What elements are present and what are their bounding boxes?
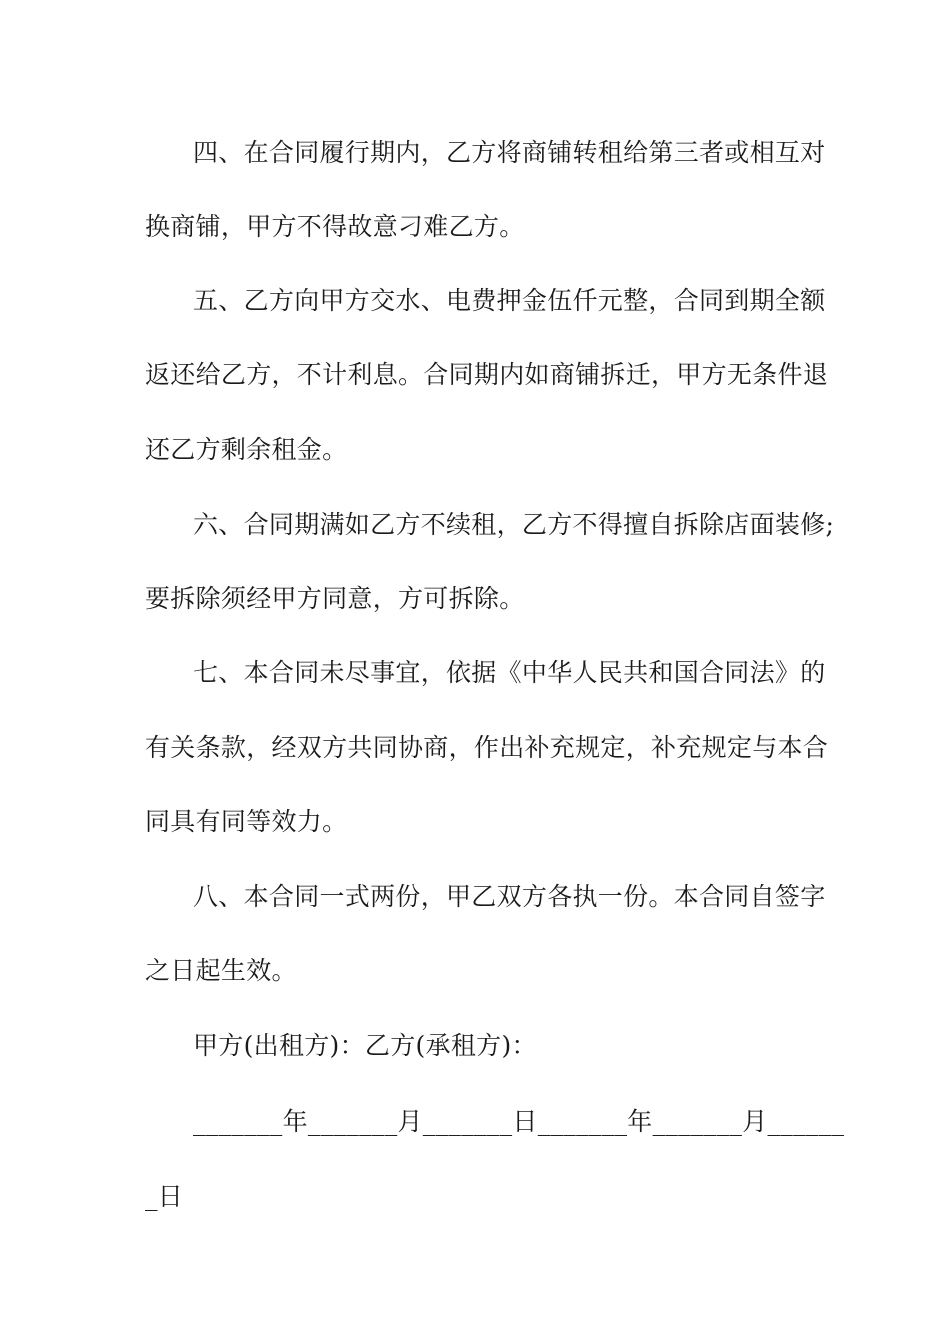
clause-5-line-2: 返还给乙方，不计利息。合同期内如商铺拆迁，甲方无条件退 [145, 360, 829, 389]
clause-7-line-2: 有关条款，经双方共同协商，作出补充规定，补充规定与本合 [145, 733, 829, 762]
signature-date-line-1: _______年_______月_______日_______年_______月______ [193, 1107, 845, 1136]
clause-7-line-3: 同具有同等效力。 [145, 807, 348, 836]
signature-date-line-2: _日 [145, 1182, 184, 1211]
clause-7-line-1: 七、本合同未尽事宜，依据《中华人民共和国合同法》的 [193, 658, 826, 687]
clause-4-line-1: 四、在合同履行期内，乙方将商铺转租给第三者或相互对 [193, 138, 826, 167]
clause-6-line-2: 要拆除须经甲方同意，方可拆除。 [145, 584, 525, 613]
clause-5-line-3: 还乙方剩余租金。 [145, 435, 348, 464]
clause-4-line-2: 换商铺，甲方不得故意刁难乙方。 [145, 212, 525, 241]
clause-6-line-1: 六、合同期满如乙方不续租，乙方不得擅自拆除店面装修; [193, 510, 835, 539]
clause-5-line-1: 五、乙方向甲方交水、电费押金伍仟元整，合同到期全额 [193, 286, 826, 315]
signature-parties: 甲方(出租方)：乙方(承租方)： [193, 1031, 537, 1060]
clause-8-line-1: 八、本合同一式两份，甲乙双方各执一份。本合同自签字 [193, 882, 826, 911]
clause-8-line-2: 之日起生效。 [145, 956, 297, 985]
